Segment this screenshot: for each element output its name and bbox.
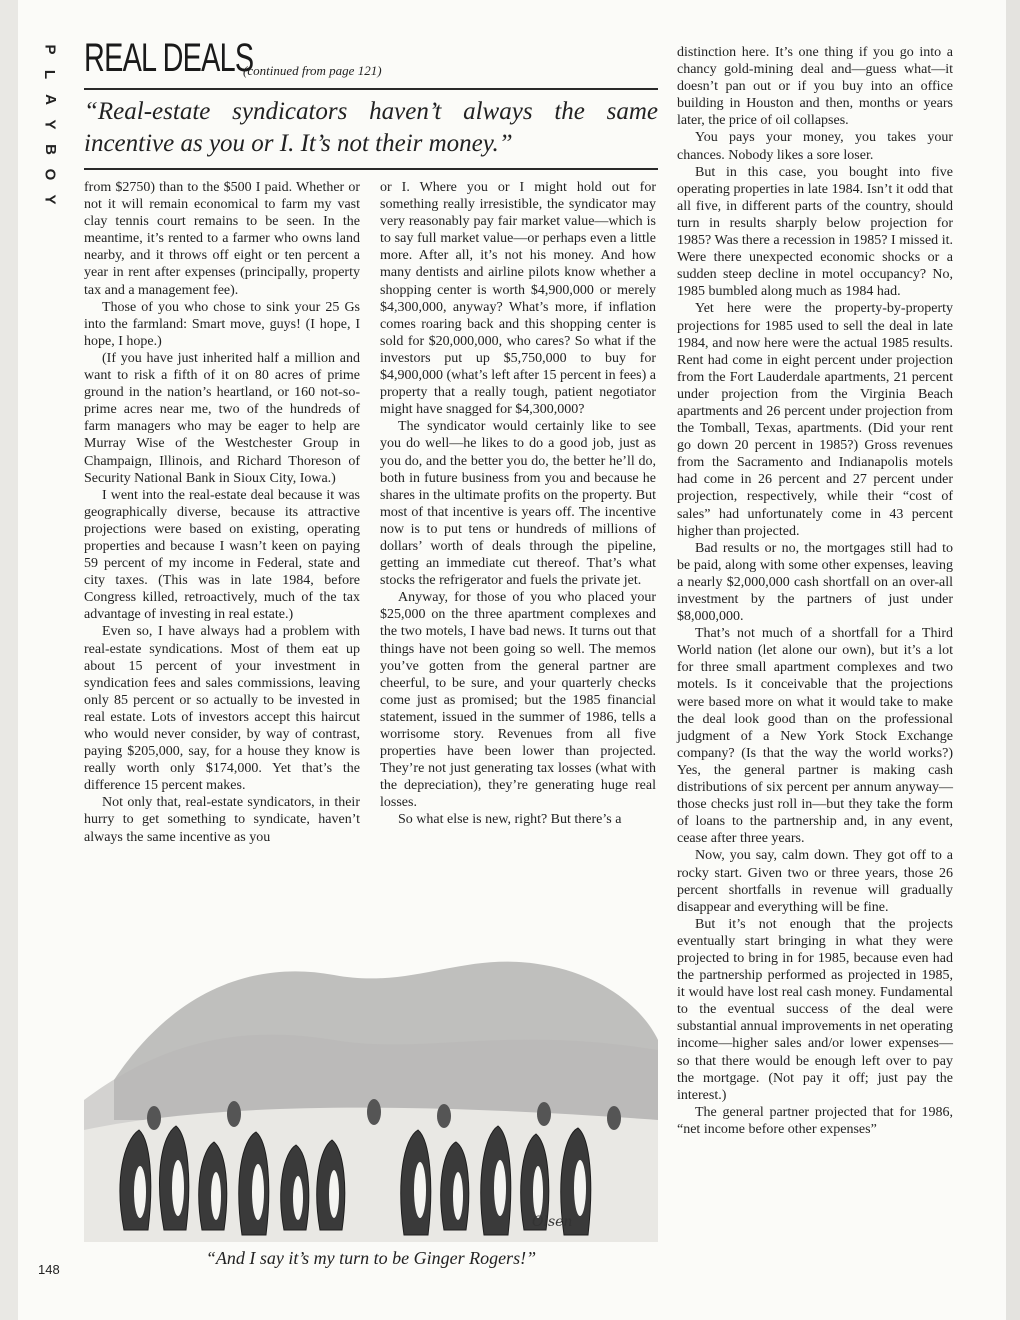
text-column-2 [380, 179, 656, 829]
paragraph: So what else is new, right? But there’s a [398, 812, 622, 828]
vertical-masthead [38, 40, 62, 209]
paragraph: You pays your money, you takes your chances. Nobody likes a sore loser. [677, 130, 953, 163]
cartoonist-signature: Olsen [532, 1214, 573, 1230]
page-edge-right [1006, 0, 1020, 1320]
paragraph: But in this case, you bought into five operating properties in late 1984. Isn’t it odd that all five, in different parts of the country, should turn in results sharply below projection for 1985? Was there a recession in 1985? I missed it. Were there unexpected economic shocks or a sudden steep decline in motel occupancy? No, 1985 bumbled along much as 1984 had. [677, 164, 953, 300]
paragraph: Not only that, real-estate syndicators, in their hurry to get something to syndicate, haven’t always the same incentive as you [84, 795, 360, 845]
cartoon-caption: “And I say it’s my turn to be Ginger Rogers!” [205, 1248, 537, 1268]
divider-rule [84, 88, 658, 90]
text-column-3 [677, 44, 953, 1138]
paragraph: distinction here. It’s one thing if you go into a chancy gold-mining deal and—guess what—it doesn’t pan out or if you buy into an office building in Houston and then, months or years later, the price of oil collapses. [677, 45, 953, 129]
page-number: 148 [38, 1262, 60, 1277]
paragraph: Those of you who chose to sink your 25 Gs into the farmland: Smart move, guys! (I hope, I hope, I hope.) [84, 299, 360, 349]
pull-quote: “Real-estate syndicators haven’t always the same incentive as you or I. It’s not their money.” [84, 98, 658, 157]
paragraph: Anyway, for those of you who placed your $25,000 on the three apartment complexes and the two motels, I have bad news. It turns out that things have not been going so well. The memos you’ve gotten from the general partner are cheerful, to be sure, and your quarterly checks come just as promised; but the 1985 financial statement, issued in the summer of 1986, tells a worrisome story. Revenues from all five properties have been lower than projected. They’re not just generating tax losses (what with the depreciation), they’re generating huge real losses. [380, 590, 656, 811]
page-edge-left [0, 0, 18, 1320]
masthead-letter: A [41, 94, 59, 105]
divider-rule [84, 168, 658, 170]
text-column-1 [84, 179, 360, 846]
masthead-letter: P [41, 44, 59, 55]
paragraph: Even so, I have always had a problem with real-estate syndications. Most of them eat up about 15 percent of your investment in syndication fees and sales commissions, leaving only 85 percent or so actually to be invested in real estate. Lots of investors accept this haircut who would never consider, by way of contrast, paying $205,000, say, for a house they know is really worth only $174,000. Yet that’s the difference 15 percent makes. [84, 624, 360, 794]
paragraph: Bad results or no, the mortgages still had to be paid, along with some other expenses, leaving a nearly $2,000,000 cash shortfall on an over-all investment by the partners of just under $8,000,000. [677, 540, 953, 625]
paragraph: (If you have just inherited half a million and want to risk a fifth of it on 80 acres of prime ground in the nation’s heartland, or 160 not-so-prime acres near me, two of the hundreds of farm managers who may be eager to help are Murray Wise of the Westchester Group in Champaign, Illinois, and Richard Thoreson of Security National Bank in Sioux City, Iowa.) [84, 350, 360, 486]
paragraph: The syndicator would certainly like to see you do well—he likes to do a good job, just as you do, and the better you do, the better he’ll do, both in future business from you and because he shares in the ultimate profits on the property. But most of that incentive is years off. The incentive now is to put tens or hundreds of millions of dollars’ worth of deals through the pipeline, getting an immediate cut thereof. That’s what stocks the refrigerator and fuels the private jet. [380, 419, 656, 589]
paragraph: Yet here were the property-by-property projections for 1985 used to sell the deal in late 1984, and now here were the actual 1985 results. Rent had come in eight percent under projection from the Fort Lauderdale apartments, 21 percent under projection from the Virginia Beach apartments and 26 percent under projection from the Tomball, Texas, apartments. (Did your rent go down 20 percent in 1985?) Gross revenues from the Sacramento and Indianapolis motels had come in 26 percent and 27 percent under projection, respectively, while their “cost of sales” had unfortunately come in 43 percent higher than projected. [677, 301, 953, 539]
paragraph: from $2750) than to the $500 I paid. Whether or not it will remain economical to farm my vast clay tennis court remains to be seen. In the meantime, it’s rented to a farmer who owns land nearby, and it throws off eight or ten percent a year in rent after expenses (principally, property tax and a management fee). [84, 180, 360, 298]
article-title: REAL DEALS [84, 36, 254, 80]
paragraph: But it’s not enough that the projects eventually start bringing in what they were projected to bring in for 1985, because even had the partnership performed as projected in 1985, it would have lost real cash money. Fundamental to the eventual success of the deal were substantial annual improvements in net operating income—higher sales and/or lower expenses—so that there would be enough left over to pay the mortgage. (Not pay it off; just pay the interest.) [677, 916, 953, 1103]
paragraph: or I. Where you or I might hold out for something really irresistible, the syndicator may very reasonably pay fair market value—which is to say full market value—or perhaps even a little more. After all, it’s not his money. And how many dentists and airline pilots know whether a shopping center is worth $4,900,000 or merely $4,300,000, anyway? What’s more, if inflation comes roaring back and this shopping center is sold for $20,000,000, who cares? So what if the investors put up $5,750,000 to buy for $4,900,000 (what’s left after 15 percent in fees) a property that a really tough, patient negotiator might have snagged for $4,300,000? [380, 180, 657, 418]
paragraph: The general partner projected that for 1986, “net income before other expenses” [677, 1104, 953, 1137]
masthead-letter: B [41, 144, 59, 155]
masthead-letter: O [41, 168, 59, 181]
masthead-letter: L [41, 69, 59, 80]
masthead-letter: Y [41, 119, 59, 130]
continued-note: (continued from page 121) [243, 63, 382, 78]
paragraph: I went into the real-estate deal because it was geographically diverse, because its attractive projections were based on existing, operating properties and because I wasn’t keen on paying 59 percent of my income in Federal, state and city taxes. (This was in late 1984, before Congress killed, retroactively, much of the tax advantage of investing in real estate.) [84, 487, 360, 623]
paragraph: That’s not much of a shortfall for a Third World nation (let alone our own), but it’s a lot for three small apartment complexes and two motels. Is it conceivable that the projections were based more on what it would take to make the deal look good than on the professional judgment of a New York Stock Exchange company? (Is that the way the world works?) Yes, the general partner is making cash distributions of six percent per annum anyway—those checks just roll in—but they take the form of loans to the partnership and, in any event, cease after three years. [677, 626, 953, 847]
paragraph: Now, you say, calm down. They got off to a rocky start. Given two or three years, those 26 percent shortfalls in revenue will gradually disappear and everything will be fine. [677, 848, 953, 915]
penguin-cartoon-illustration [84, 930, 658, 1242]
masthead-letter: Y [41, 194, 59, 205]
